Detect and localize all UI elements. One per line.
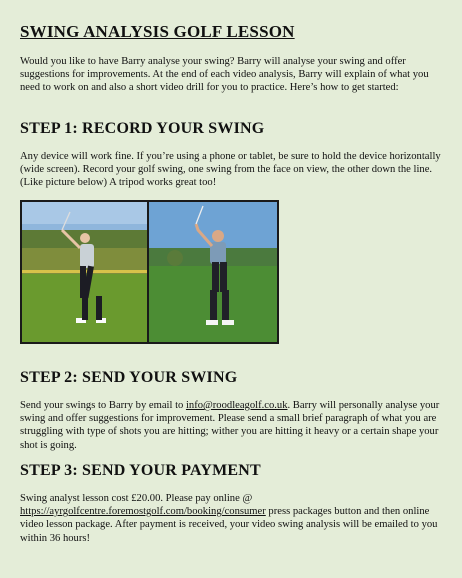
step3-paragraph bbox=[20, 492, 448, 545]
step3-heading: STEP 3: SEND YOUR PAYMENT bbox=[20, 462, 261, 479]
step2-text-after: . Barry will personally analyse your swing and offer suggestions for improvement. Please send a small brief paragraph of what you are struggling with type of shots you are hitting; wither you are hitting it heavy or a certain shape your shot is going. bbox=[20, 400, 440, 451]
down-the-line-panel bbox=[149, 202, 277, 342]
swing-photo-illustration bbox=[20, 200, 279, 344]
email-link[interactable]: info@roodleagolf.co.uk bbox=[185, 400, 288, 411]
step1-paragraph: Any device will work fine. If you’re using a phone or tablet, be sure to hold the device horizontally (wide screen). Record your golf swing, one swing from the face on view, the other down the line. (Like picture below) A tripod works great too! bbox=[20, 151, 441, 189]
step2-paragraph bbox=[20, 399, 448, 452]
booking-url-link[interactable]: https://ayrgolfcentre.foremostgolf.com/booking/consumer bbox=[20, 506, 266, 518]
step3-text-after: press packages button and then online video lesson package. After payment is received, your video swing analysis will be emailed to you within 36 hours! bbox=[20, 506, 438, 544]
step3-text-before: Swing analyst lesson cost £20.00. Please pay online @ bbox=[20, 493, 253, 504]
page-title: SWING ANALYSIS GOLF LESSON bbox=[20, 22, 295, 41]
step1-heading: STEP 1: RECORD YOUR SWING bbox=[20, 120, 265, 137]
step2-heading: STEP 2: SEND YOUR SWING bbox=[20, 369, 238, 386]
intro-paragraph: Would you like to have Barry analyse your swing? Barry will analyse your swing and offer suggestions for improvements. At the end of each video analysis, Barry will explain of what you need to work on and also a short video drill for you to practice. Here’s how to get started: bbox=[20, 56, 429, 94]
face-on-view-panel bbox=[22, 202, 147, 342]
step2-text-before: Send your swings to Barry by email to bbox=[20, 400, 186, 411]
swing-photo bbox=[20, 200, 279, 344]
